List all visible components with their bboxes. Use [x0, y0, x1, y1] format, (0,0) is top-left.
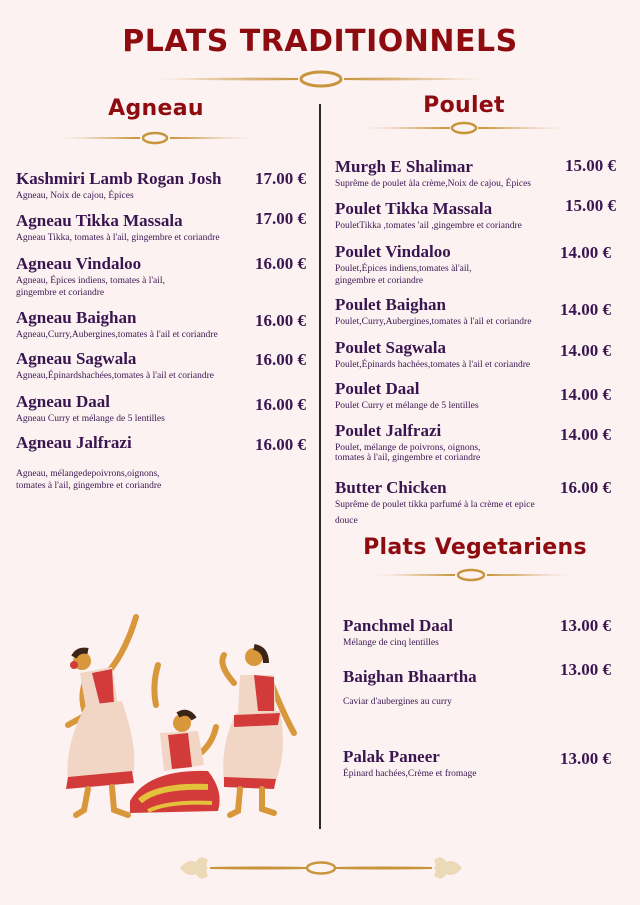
item-description: Poulet, mélange de poivrons, oignons, — [335, 443, 481, 453]
item-name: Agneau Vindaloo — [16, 254, 142, 273]
item-price: 16.00 € — [255, 395, 306, 414]
menu-item — [343, 617, 453, 649]
menu-item — [16, 255, 165, 299]
item-price: 13.00 € — [560, 660, 611, 679]
item-description: gingembre et coriandre — [16, 288, 105, 298]
item-name: Agneau Jalfrazi — [16, 433, 132, 452]
menu-item — [16, 350, 214, 382]
ornament-divider-icon — [355, 120, 573, 136]
item-description: tomates à l'ail, gingembre et coriandre — [16, 481, 162, 491]
item-description: Poulet,Épinards hachées,tomates à l'ail et coriandre — [335, 360, 531, 370]
item-price: 16.00 € — [560, 478, 611, 497]
item-name: Agneau Sagwala — [16, 349, 137, 368]
item-name: Palak Paneer — [343, 747, 440, 766]
item-price: 16.00 € — [255, 435, 306, 454]
item-name: Poulet Daal — [335, 379, 420, 398]
item-price: 14.00 € — [560, 300, 611, 319]
menu-item — [335, 296, 531, 328]
item-price: 14.00 € — [560, 425, 611, 444]
item-description: Agneau, mélangedepoivrons,oignons, — [16, 469, 160, 479]
item-description: Épinard hachées,Crème et fromage — [343, 769, 477, 779]
item-description: Suprême de poulet àla crème,Noix de cajou, Épices — [335, 179, 531, 189]
item-name: Poulet Sagwala — [335, 338, 446, 357]
menu-item — [16, 393, 165, 425]
item-price: 14.00 € — [560, 243, 611, 262]
item-name: Poulet Jalfrazi — [335, 421, 442, 440]
item-description: douce — [335, 516, 358, 526]
item-name: Poulet Baighan — [335, 295, 446, 314]
item-description: Agneau Curry et mélange de 5 lentilles — [16, 414, 165, 424]
section-title-agneau: Agneau — [108, 96, 204, 121]
item-description: Agneau,Curry,Aubergines,tomates à l'ail et coriandre — [16, 330, 218, 340]
item-description: Mélange de cinq lentilles — [343, 638, 439, 648]
item-price: 17.00 € — [255, 169, 306, 188]
page-title: PLATS TRADITIONNELS — [122, 24, 518, 59]
item-description: PouletTikka ,tomates 'ail ,gingembre et coriandre — [335, 221, 522, 231]
menu-item — [335, 243, 472, 287]
ornament-flourish-divider-icon — [178, 850, 464, 886]
item-price: 16.00 € — [255, 311, 306, 330]
item-name: Agneau Daal — [16, 392, 110, 411]
item-name: Panchmel Daal — [343, 616, 454, 635]
indian-dancers-illustration-icon — [48, 605, 308, 820]
item-name: Baighan Bhaartha — [343, 667, 477, 686]
ornament-divider-icon — [365, 567, 577, 583]
item-description: Poulet,Épices indiens,tomates àl'ail, — [335, 264, 472, 274]
item-price: 13.00 € — [560, 616, 611, 635]
item-description: Poulet Curry et mélange de 5 lentilles — [335, 401, 479, 411]
menu-item — [16, 212, 220, 244]
menu-item — [16, 434, 161, 492]
item-price: 15.00 € — [565, 196, 616, 215]
menu-item — [343, 748, 476, 780]
item-description: Agneau,Épinardshachées,tomates à l'ail et coriandre — [16, 371, 214, 381]
menu-item — [335, 380, 479, 412]
item-price: 13.00 € — [560, 749, 611, 768]
menu-item — [16, 309, 218, 341]
item-price: 17.00 € — [255, 209, 306, 228]
item-name: Poulet Vindaloo — [335, 242, 451, 261]
item-description: gingembre et coriandre — [335, 276, 424, 286]
menu-item — [335, 158, 531, 190]
item-name: Butter Chicken — [335, 478, 447, 497]
menu-item — [335, 422, 480, 464]
column-divider — [319, 104, 321, 829]
item-name: Poulet Tikka Massala — [335, 199, 493, 218]
item-name: Agneau Baighan — [16, 308, 137, 327]
ornament-divider-icon — [50, 130, 260, 146]
item-description: Caviar d'aubergines au curry — [343, 697, 452, 707]
item-name: Agneau Tikka Massala — [16, 211, 183, 230]
item-description: Agneau Tikka, tomates à l'ail, gingembre et coriandre — [16, 233, 220, 243]
section-title-poulet: Poulet — [423, 93, 505, 118]
item-price: 14.00 € — [560, 385, 611, 404]
item-price: 16.00 € — [255, 350, 306, 369]
item-description: tomates à l'ail, gingembre et coriandre — [335, 453, 481, 463]
item-price: 16.00 € — [255, 254, 306, 273]
item-description: Poulet,Curry,Aubergines,tomates à l'ail et coriandre — [335, 317, 532, 327]
menu-item — [16, 170, 221, 202]
item-price: 15.00 € — [565, 156, 616, 175]
item-description: Suprême de poulet tikka parfumé à la crème et epice — [335, 500, 535, 510]
section-title-vegetarien: Plats Vegetariens — [363, 535, 587, 560]
menu-item — [335, 339, 530, 371]
menu-item — [335, 200, 522, 232]
item-name: Murgh E Shalimar — [335, 157, 473, 176]
ornament-divider-icon — [148, 68, 494, 90]
menu-item — [335, 479, 535, 527]
item-description: Agneau, Noix de cajou, Épices — [16, 191, 134, 201]
item-description: Agneau, Épices indiens, tomates à l'ail, — [16, 276, 165, 286]
item-name: Kashmiri Lamb Rogan Josh — [16, 169, 222, 188]
menu-item — [343, 668, 477, 708]
item-price: 14.00 € — [560, 341, 611, 360]
